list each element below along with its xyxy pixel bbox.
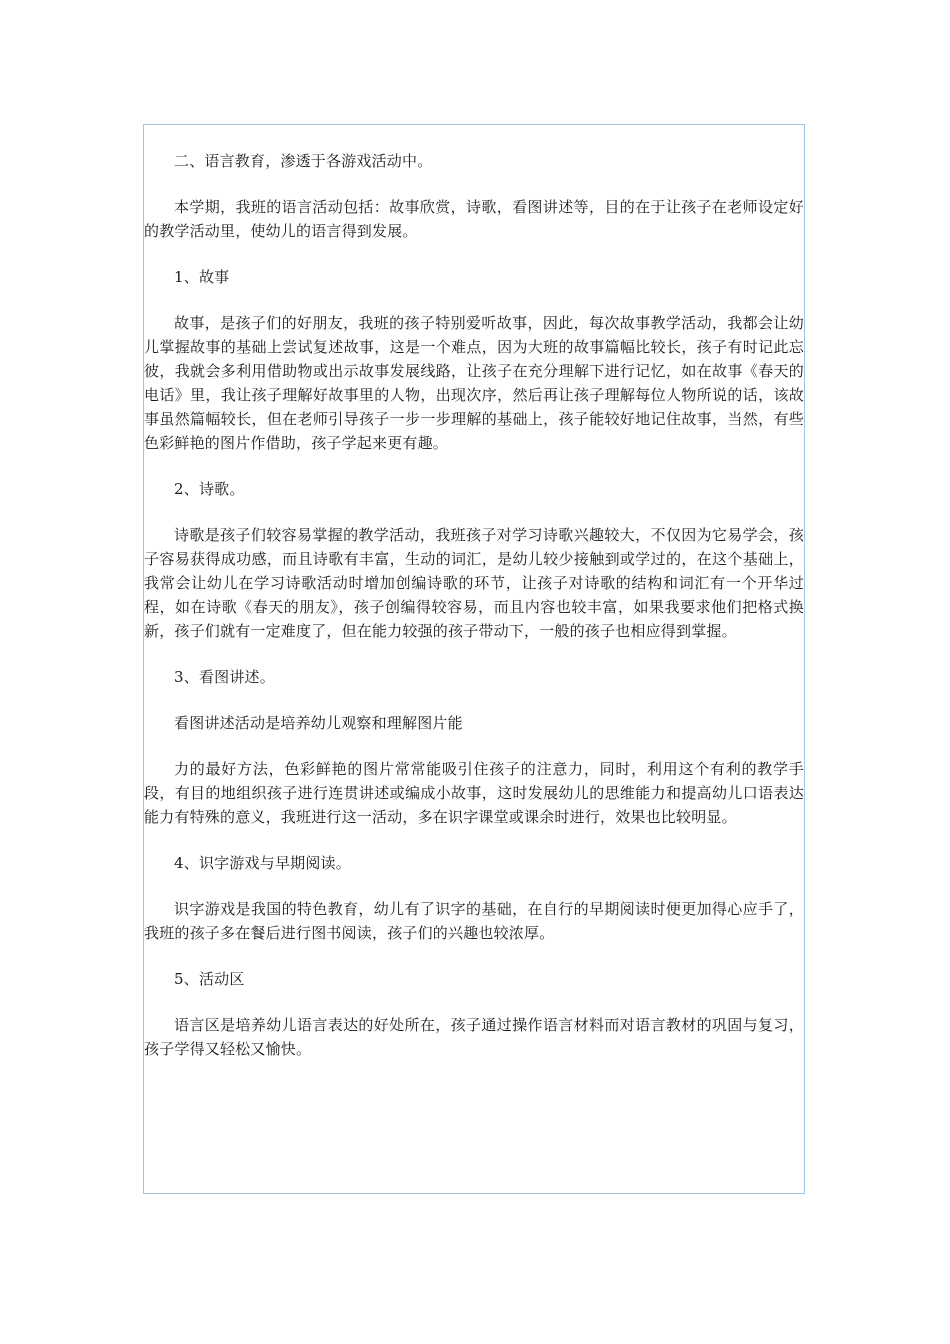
- subsection-heading: 1、故事: [174, 268, 230, 286]
- body-paragraph: 语言区是培养幼儿语言表达的好处所在，孩子通过操作语言材料而对语言教材的巩固与复习，孩子学得又轻松又愉快。: [144, 1016, 804, 1058]
- document-body: [144, 125, 804, 1193]
- body-paragraph: 故事，是孩子们的好朋友，我班的孩子特别爱听故事，因此，每次故事教学活动，我都会让幼儿掌握故事的基础上尝试复述故事，这是一个难点，因为大班的故事篇幅比较长，孩子有时记此忘彼，我就会多利用借助物或出示故事发展线路，让孩子在充分理解下进行记忆，如在故事《春天的电话》里，我让孩子理解好故事里的人物，出现次序，然后再让孩子理解每位人物所说的话，该故事虽然篇幅较长，但在老师引导孩子一步一步理解的基础上，孩子能较好地记住故事，当然，有些色彩鲜艳的图片作借助，孩子学起来更有趣。: [144, 314, 804, 452]
- body-paragraph: 本学期，我班的语言活动包括：故事欣赏，诗歌，看图讲述等，目的在于让孩子在老师设定好的教学活动里，使幼儿的语言得到发展。: [144, 198, 804, 240]
- subsection-heading: 5、活动区: [174, 970, 245, 988]
- subsection-heading: 2、诗歌。: [174, 480, 245, 498]
- section-heading: 二、语言教育，渗透于各游戏活动中。: [174, 152, 433, 170]
- body-paragraph: 识字游戏是我国的特色教育，幼儿有了识字的基础，在自行的早期阅读时便更加得心应手了，我班的孩子多在餐后进行图书阅读，孩子们的兴趣也较浓厚。: [144, 900, 804, 942]
- subsection-heading: 4、识字游戏与早期阅读。: [174, 854, 351, 872]
- body-paragraph: 力的最好方法，色彩鲜艳的图片常常能吸引住孩子的注意力，同时，利用这个有利的教学手段，有目的地组织孩子进行连贯讲述或编成小故事，这时发展幼儿的思维能力和提高幼儿口语表达能力有特殊的意义，我班进行这一活动，多在识字课堂或课余时进行，效果也比较明显。: [144, 760, 804, 826]
- subsection-heading: 3、看图讲述。: [174, 668, 275, 686]
- body-paragraph: 看图讲述活动是培养幼儿观察和理解图片能: [174, 714, 463, 732]
- document-frame: [143, 124, 805, 1194]
- body-paragraph: 诗歌是孩子们较容易掌握的教学活动，我班孩子对学习诗歌兴趣较大，不仅因为它易学会，孩子容易获得成功感，而且诗歌有丰富，生动的词汇，是幼儿较少接触到或学过的，在这个基础上，我常会让幼儿在学习诗歌活动时增加创编诗歌的环节，让孩子对诗歌的结构和词汇有一个开华过程，如在诗歌《春天的朋友》，孩子创编得较容易，而且内容也较丰富，如果我要求他们把格式换新，孩子们就有一定难度了，但在能力较强的孩子带动下，一般的孩子也相应得到掌握。: [144, 526, 804, 640]
